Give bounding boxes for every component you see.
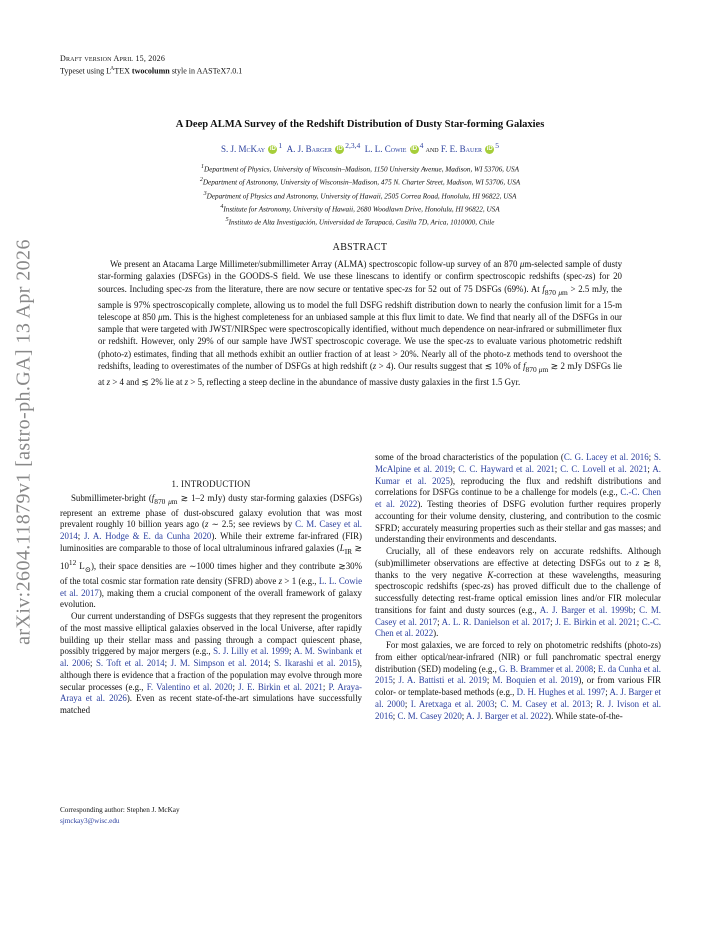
citation-link[interactable]: J. M. Simpson et al. 2014 (170, 658, 269, 669)
citation-link[interactable]: C. C. Lovell et al. 2021 (560, 463, 648, 474)
affiliation-list (60, 162, 660, 228)
citation-link[interactable]: A. J. Barger et al. 1999b (539, 604, 634, 615)
citation-link[interactable]: C. M. Casey 2020 (397, 710, 462, 721)
arxiv-sidebar (4, 232, 44, 652)
orcid-icon[interactable]: iD (269, 146, 276, 153)
citation-link[interactable]: C. C. Hayward et al. 2021 (458, 463, 555, 474)
paragraph: Our current understanding of DSFGs suggests that they represent the progenitors of the most massive elliptical galaxies observed in the local Universe, after rapidly building up their stellar mass and passing through a compact quiescent phase, possibly triggered by major mergers (e.g., S. J. Lilly et al. 1999; A. M. Swinbank et al. 2006; S. Toft et al. 2014; J. M. Simpson et al. 2014; S. Ikarashi et al. 2015), although there is evidence that a fraction of the population may evolve through more secular processes (e.g., F. Valentino et al. 2020; J. E. Birkin et al. 2021; P. Araya-Araya et al. 2026). Even as recent state-of-the-art simulations have successfully matched (60, 611, 363, 716)
citation-link[interactable]: C.-C. Chen et al. 2022 (375, 616, 662, 639)
affiliation: $^5$Instituto de Alta Investigación, Universidad de Tarapacá, Casilla 7D, Arica, 1010000, Chile (225, 217, 495, 227)
citation-link[interactable]: C.-C. Chen et al. 2022 (375, 487, 661, 509)
paragraph: some of the broad characteristics of the population (C. G. Lacey et al. 2016; S. McAlpine et al. 2019; C. C. Hayward et al. 2021; C. C. Lovell et al. 2021; A. Kumar et al. 2025), reproducing the flux and redshift distributions and correlations for DSFGs continue to be a challenge for models (e.g., C.-C. Chen et al. 2022). Testing theories of DSFG evolution further requires properly accounting for their volume density, clustering, and contribution to the cosmic SFRD; accurately measuring properties such as their stellar and gas masses; and understanding their environments and descendants. (375, 452, 662, 545)
citation-link[interactable]: C. G. Lacey et al. 2016 (563, 452, 649, 462)
paragraph: Submillimeter-bright ($f_{870 \mu m}$ ≳ 1–2 mJy) dusty star-forming galaxies (DSFGs) represent an extreme phase of dust-obscured galaxy evolution that was most prevalent roughly 10 billion years ago (z ∼ 2.5; see reviews by C. M. Casey et al. 2014; J. A. Hodge & E. da Cunha 2020). While their extreme far-infrared (FIR) luminosities are comparable to those of local ultraluminous infrared galaxies ($L_{IR}$ ≳ $10^{12}$ $L_⊙$), their space densities are ∼1000 times higher and they contribute ≳30% of the total cosmic star formation rate density (SFRD) above z > 1 (e.g., L. L. Cowie et al. 2017), making them a crucial component of the overall framework of galaxy evolution. (60, 493, 363, 610)
section-heading: 1. INTRODUCTION (171, 479, 251, 489)
citation-link[interactable]: C. M. Casey et al. 2013 (500, 698, 591, 709)
author-name[interactable]: F. E. Bauer (440, 144, 483, 154)
citation-link[interactable]: S. Toft et al. 2014 (95, 658, 165, 669)
email-link[interactable]: sjmckay3@wisc.edu (60, 816, 120, 825)
citation-link[interactable]: L. L. Cowie et al. 2017 (60, 575, 363, 598)
abstract-body: We present an Atacama Large Millimeter/submillimeter Array (ALMA) spectroscopic follow-up survey of an 870 μm-selected sample of dusty star-forming galaxies (DSFGs) in the GOODS-S field. We use these linescans to identify or confirm spectroscopic redshifts (spec-zs) for 20 sources. Including spec-zs from the literature, there are now secure or tentative spec-zs for 52 out of 75 DSFGs (69%). At $f_{870 \mu m} > 2.5$ mJy, the sample is 97% spectroscopically complete, allowing us to model the full DSFG redshift distribution down to nearly the confusion limit for a 15-m telescope at 850 μm. This is the highest completeness for an unbiased sample at this flux limit to date. We find that nearly all of the DSFGs in our sample that were targeted with JWST/NIRSpec were spectroscopically identified, without much dependence on near-infrared or submillimeter flux or redshift. However, only 29% of our sample have JWST spectroscopic coverage. We use the spec-zs to evaluate various photometric redshift (photo-z) estimates, finding that all methods exhibit an outlier fraction of at least > 20%. Nearly all of the photo-z methods tend to overshoot the redshifts, leading to overestimates of the number of DSFGs at high redshift (z > 4). Our results suggest that ≲ 10% of $f_{870 \mu m}$ ≳ 2 mJy DSFGs lie at z > 4 and ≲ 2% lie at z > 5, reflecting a steep decline in the abundance of massive dusty galaxies in the first 1.5 Gyr. (98, 259, 623, 387)
orcid-icon[interactable]: iD (336, 146, 343, 153)
author-list: S. J. McKay iD $^1$ A. J. Barger iD $^{2,3,4}$ L. L. Cowie iD $^4$ and F. E. Bauer iD $^5$ (220, 141, 500, 154)
citation-link[interactable]: G. B. Brammer et al. 2008 (499, 663, 594, 674)
arxiv-identifier: arXiv:2604.11879v1 [astro-ph.GA] 13 Apr 2026 (12, 239, 35, 645)
citation-link[interactable]: J. A. Battisti et al. 2019 (398, 675, 487, 686)
abstract-heading: ABSTRACT (332, 242, 388, 253)
citation-link[interactable]: S. J. Lilly et al. 1999 (213, 646, 289, 657)
citation-link[interactable]: J. A. Hodge & E. da Cunha 2020 (83, 531, 212, 542)
paragraph: Crucially, all of these endeavors rely on accurate redshifts. Although (sub)millimeter observations are effective at detecting DSFGs out to z ≳ 8, thanks to the very negative K-correction at these wavelengths, measuring spectroscopic redshifts (spec-zs) has proved difficult due to the challenge of successfully detecting rest-frame optical emission lines and/or FIR molecular transitions for faint and dusty sources (e.g., A. J. Barger et al. 1999b; C. M. Casey et al. 2017; A. L. R. Danielson et al. 2017; J. E. Birkin et al. 2021; C.-C. Chen et al. 2022). (375, 546, 662, 639)
citation-link[interactable]: P. Araya-Araya et al. 2026 (60, 681, 362, 704)
body-left-column (60, 493, 362, 717)
citation-link[interactable]: A. L. R. Danielson et al. 2017 (441, 616, 551, 627)
draft-version-label: Draft version April 15, 2026 (60, 54, 166, 63)
author-name[interactable]: S. J. McKay (220, 144, 266, 154)
citation-link[interactable]: I. Aretxaga et al. 2003 (410, 698, 495, 709)
affiliation: $^1$Department of Physics, University of Wisconsin–Madison, 1150 University Avenue, Madison, WI 53706, USA (201, 164, 519, 174)
citation-link[interactable]: A. J. Barger et al. 2000 (375, 687, 661, 709)
affiliation: $^3$Department of Physics and Astronomy, University of Hawaii, 2505 Correa Road, Honolulu, HI 96822, USA (203, 190, 517, 200)
draft-header (60, 54, 242, 77)
citation-link[interactable]: A. J. Barger et al. 2022 (465, 710, 549, 721)
citation-link[interactable]: D. H. Hughes et al. 1997 (516, 687, 606, 697)
body-right-column (375, 452, 661, 722)
citation-link[interactable]: A. Kumar et al. 2025 (375, 463, 662, 486)
orcid-icon[interactable]: iD (411, 146, 418, 153)
citation-link[interactable]: C. M. Casey et al. 2017 (375, 604, 661, 627)
citation-link[interactable]: M. Boquien et al. 2019 (492, 675, 579, 686)
author-name[interactable]: A. J. Barger (286, 144, 332, 154)
corresponding-author: Corresponding author: Stephen J. McKay (60, 806, 180, 814)
affiliation: $^2$Department of Astronomy, University of Wisconsin–Madison, 475 N. Charter Street, Madison, WI 53706, USA (199, 177, 521, 187)
citation-link[interactable]: S. McAlpine et al. 2019 (375, 452, 661, 474)
typeset-line: Typeset using $L^ATEX$ twocolumn style in AASTeX7.0.1 (60, 66, 243, 76)
citation-link[interactable]: J. E. Birkin et al. 2021 (238, 681, 323, 692)
footnote (60, 805, 180, 826)
citation-link[interactable]: S. Ikarashi et al. 2015 (274, 658, 357, 669)
citation-link[interactable]: J. E. Birkin et al. 2021 (555, 616, 637, 627)
affiliation: $^4$Institute for Astronomy, University of Hawaii, 2680 Woodlawn Drive, Honolulu, HI 96822, USA (220, 203, 500, 214)
paragraph: For most galaxies, we are forced to rely on photometric redshifts (photo-zs) from either optical/near-infrared (NIR) or full panchromatic spectral energy distribution (SED) modeling (e.g., G. B. Brammer et al. 2008; E. da Cunha et al. 2015; J. A. Battisti et al. 2019; M. Boquien et al. 2019), or from various FIR color- or template-based methods (e.g., D. H. Hughes et al. 1997; A. J. Barger et al. 2000; I. Aretxaga et al. 2003; C. M. Casey et al. 2013; R. J. Ivison et al. 2016; C. M. Casey 2020; A. J. Barger et al. 2022). While state-of-the- (375, 640, 662, 721)
paper-title: A Deep ALMA Survey of the Redshift Distribution of Dusty Star-forming Galaxies (175, 119, 545, 130)
citation-link[interactable]: E. da Cunha et al. 2015 (375, 663, 662, 686)
orcid-icon[interactable]: iD (486, 146, 493, 153)
citation-link[interactable]: F. Valentino et al. 2020 (146, 681, 233, 692)
citation-link[interactable]: A. M. Swinbank et al. 2006 (60, 646, 362, 669)
citation-link[interactable]: R. J. Ivison et al. 2016 (375, 698, 662, 721)
citation-link[interactable]: C. M. Casey et al. 2014 (60, 519, 363, 542)
author-name[interactable]: L. L. Cowie (364, 144, 407, 154)
